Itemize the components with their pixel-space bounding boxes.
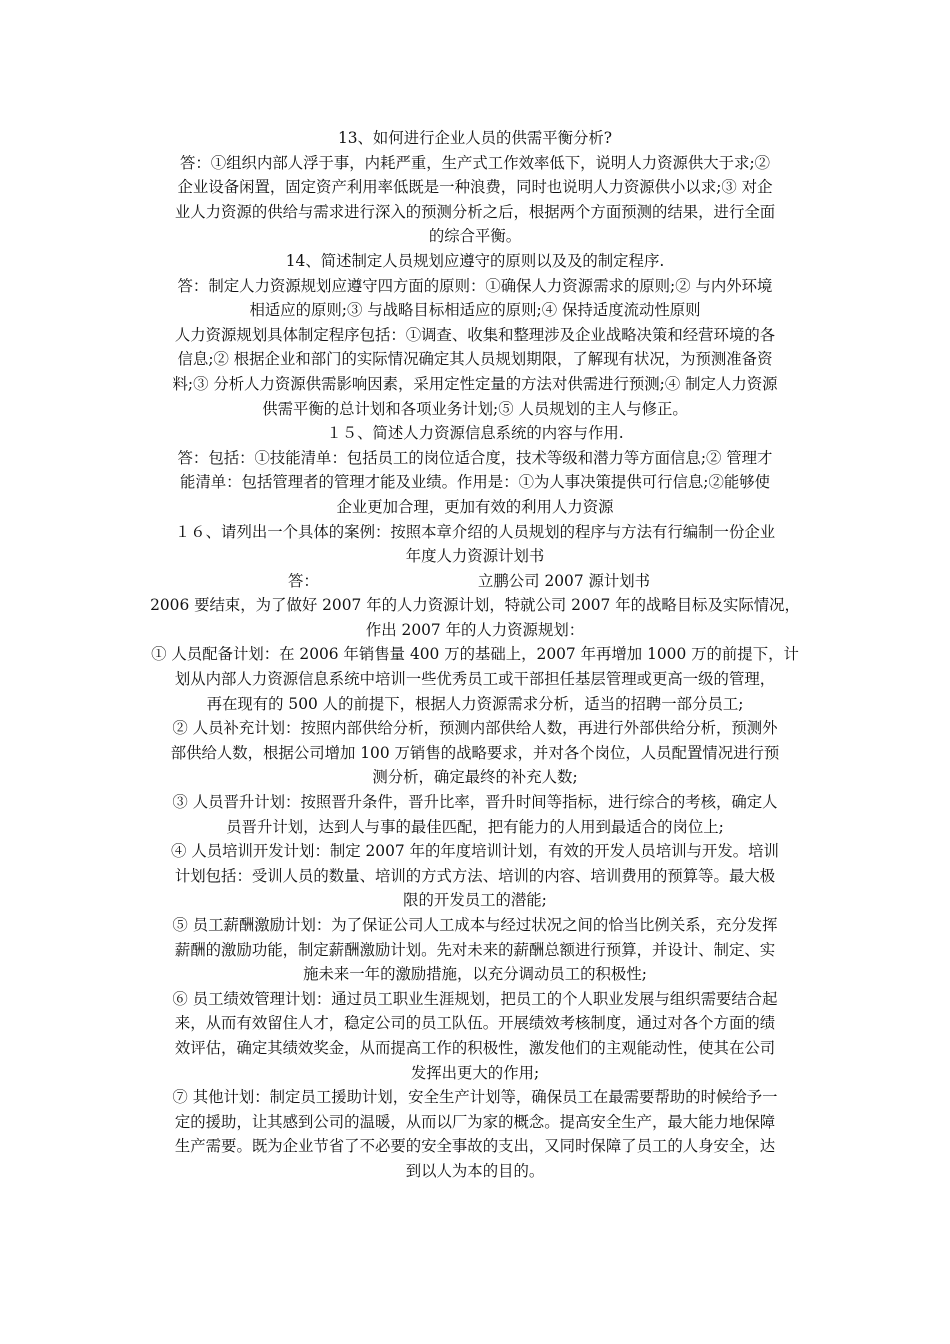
plan-7-line-4: 到以人为本的目的。 [405, 1161, 545, 1180]
answer-15-line-2: 能清单：包括管理者的管理才能及业绩。作用是：①为人事决策提供可行信息;②能够使 [179, 473, 771, 492]
plan-7-line-1: ⑦ 其他计划：制定员工援助计划，安全生产计划等，确保员工在最需要帮助的时候给予一 [172, 1088, 778, 1107]
answer-13-line-4: 的综合平衡。 [428, 227, 522, 246]
plan-5-line-3: 施未来一年的激励措施，以充分调动员工的积极性; [303, 965, 647, 984]
plan-7-line-2: 定的援助，让其感到公司的温暖，从而以厂为家的概念。提高安全生产，最大能力地保障 [174, 1112, 776, 1131]
question-16-title-line-2: 年度人力资源计划书 [405, 547, 545, 566]
answer-14-line-5: 料;③ 分析人力资源供需影响因素，采用定性定量的方法对供需进行预测;④ 制定人力资源 [172, 374, 778, 393]
plan-4-line-1: ④ 人员培训开发计划：制定 2007 年的年度培训计划，有效的开发人员培训与开发。培训 [171, 842, 779, 861]
answer-16-header [140, 569, 810, 594]
plan-2-line-3: 测分析，确定最终的补充人数; [372, 768, 578, 787]
plan-6-line-3: 效评估，确定其绩效奖金，从而提高工作的积极性，激发他们的主观能动性，使其在公司 [174, 1038, 776, 1057]
plan-title: 立鹏公司 2007 源计划书 [478, 571, 651, 590]
document-body [140, 126, 810, 1184]
question-15-title: １５、简述人力资源信息系统的内容与作用. [326, 424, 624, 443]
answer-14-line-4: 信息;② 根据企业和部门的实际情况确定其人员规划期限，了解现有状况，为预测准备资 [177, 350, 773, 369]
plan-1-line-2: 划从内部人力资源信息系统中培训一些优秀员工或干部担任基层管理或更高一级的管理， [174, 670, 776, 689]
answer-label: 答： [288, 571, 319, 590]
answer-14-line-6: 供需平衡的总计划和各项业务计划;⑤ 人员规划的主人与修正。 [262, 399, 688, 418]
question-16-title-line-1: １６、请列出一个具体的案例：按照本章介绍的人员规划的程序与方法有行编制一份企业 [174, 522, 776, 541]
plan-intro-line-2: 作出 2007 年的人力资源规划： [365, 620, 585, 639]
plan-1-line-3: 再在现有的 500 人的前提下，根据人力资源需求分析，适当的招聘一部分员工; [206, 694, 744, 713]
plan-2-line-1: ② 人员补充计划：按照内部供给分析，预测内部供给人数，再进行外部供给分析，预测外 [172, 719, 778, 738]
plan-3-line-2: 员晋升计划，达到人与事的最佳匹配，把有能力的人用到最适合的岗位上; [226, 817, 724, 836]
plan-1-line-1: ① 人员配备计划：在 2006 年销售量 400 万的基础上，2007 年再增加 1000 万的前提下，计 [151, 645, 799, 664]
plan-2-line-2: 部供给人数，根据公司增加 100 万销售的战略要求，并对各个岗位，人员配置情况进行预 [170, 743, 780, 762]
plan-6-line-4: 发挥出更大的作用; [410, 1063, 540, 1082]
plan-6-line-1: ⑥ 员工绩效管理计划：通过员工职业生涯规划，把员工的个人职业发展与组织需要结合起 [172, 989, 778, 1008]
answer-13-line-3: 业人力资源的供给与需求进行深入的预测分析之后，根据两个方面预测的结果，进行全面 [174, 202, 776, 221]
answer-15-line-3: 企业更加合理，更加有效的利用人力资源 [336, 497, 614, 516]
plan-3-line-1: ③ 人员晋升计划：按照晋升条件，晋升比率，晋升时间等指标，进行综合的考核，确定人 [172, 793, 778, 812]
plan-5-line-1: ⑤ 员工薪酬激励计划：为了保证公司人工成本与经过状况之间的恰当比例关系，充分发挥 [172, 916, 778, 934]
plan-6-line-2: 来，从而有效留住人才，稳定公司的员工队伍。开展绩效考核制度，通过对各个方面的绩 [174, 1014, 776, 1033]
answer-13-line-2: 企业设备闲置，固定资产利用率低既是一种浪费，同时也说明人力资源供小以求;③ 对企 [177, 178, 773, 197]
answer-15-line-1: 答：包括：①技能清单：包括员工的岗位适合度，技术等级和潜力等方面信息;② 管理才 [177, 448, 773, 467]
plan-4-line-3: 限的开发员工的潜能; [403, 891, 547, 910]
plan-4-line-2: 计划包括：受训人员的数量、培训的方式方法、培训的内容、培训费用的预算等。最大极 [174, 866, 776, 885]
answer-14-line-3: 人力资源规划具体制定程序包括：①调查、收集和整理涉及企业战略决策和经营环境的各 [174, 325, 776, 344]
plan-intro-line-1: 2006 要结束，为了做好 2007 年的人力资源计划，特就公司 2007 年的战略目标及实际情况， [150, 596, 800, 615]
question-13-title: 13、如何进行企业人员的供需平衡分析? [337, 129, 613, 147]
answer-13-line-1: 答：①组织内部人浮于事，内耗严重，生产式工作效率低下，说明人力资源供大于求;② [179, 153, 771, 172]
question-14-title: 14、简述制定人员规划应遵守的原则以及及的制定程序. [285, 251, 665, 270]
answer-14-line-1: 答：制定人力资源规划应遵守四方面的原则：①确保人力资源需求的原则;② 与内外环境 [177, 276, 773, 295]
plan-7-line-3: 生产需要。既为企业节省了不必要的安全事故的支出，又同时保障了员工的人身安全，达 [174, 1137, 776, 1156]
plan-5-line-2: 薪酬的激励功能，制定薪酬激励计划。先对未来的薪酬总额进行预算，并设计、制定、实 [174, 940, 776, 959]
answer-14-line-2: 相适应的原则;③ 与战略目标相适应的原则;④ 保持适度流动性原则 [249, 301, 701, 320]
